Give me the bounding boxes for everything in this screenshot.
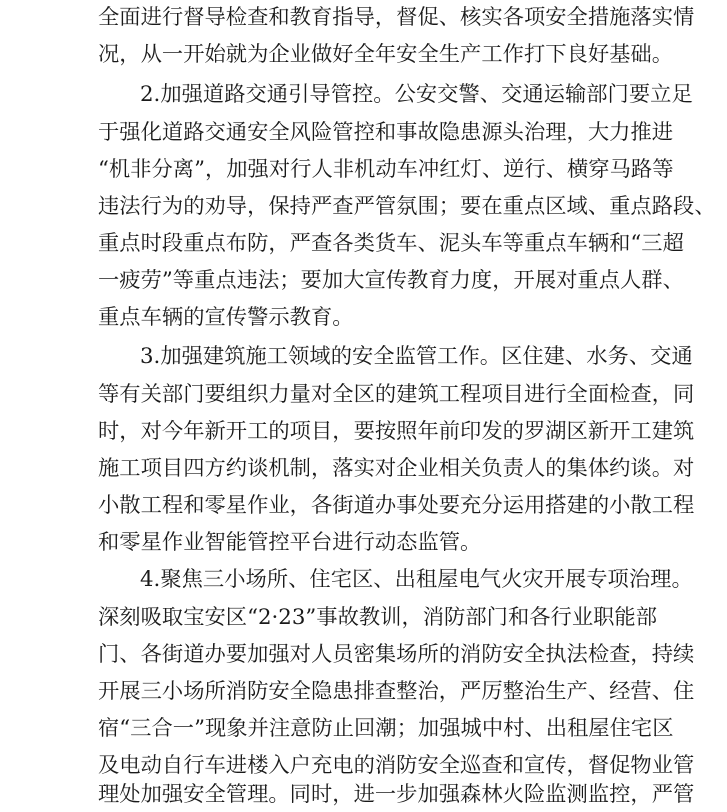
text-line: 况，从一开始就为企业做好全年安全生产工作打下良好基础。	[98, 42, 674, 67]
text-line: 深刻吸取宝安区“2·23”事故教训，消防部门和各行业职能部	[98, 605, 658, 630]
text-line: 及电动自行车进楼入户充电的消防安全巡查和宣传，督促物业管	[98, 753, 695, 778]
text-line: 宿“三合一”现象并注意防止回潮；加强城中村、出租屋住宅区	[98, 716, 674, 741]
text-line: 时，对今年新开工的项目，要按照年前印发的罗湖区新开工建筑	[98, 419, 695, 444]
text-line: 一疲劳”等重点违法；要加大宣传教育力度，开展对重点人群、	[98, 268, 684, 293]
paragraph-heading: 2.加强道路交通引导管控。公安交警、交通运输部门要立足	[140, 82, 693, 107]
text-line: 全面进行督导检查和教育指导，督促、核实各项安全措施落实情	[98, 5, 695, 30]
text-line: 于强化道路交通安全风险管控和事故隐患源头治理，大力推进	[98, 120, 674, 145]
text-line: “机非分离”，加强对行人非机动车冲红灯、逆行、横穿马路等	[98, 157, 674, 182]
text-line: 理处加强安全管理。同时，进一步加强森林火险监测监控，严管	[98, 782, 695, 807]
text-line: 小散工程和零星作业，各街道办事处要充分运用搭建的小散工程	[98, 493, 695, 518]
text-line: 违法行为的劝导，保持严查严管氛围；要在重点区域、重点路段、	[98, 194, 716, 219]
text-line: 等有关部门要组织力量对全区的建筑工程项目进行全面检查，同	[98, 382, 695, 407]
text-line: 开展三小场所消防安全隐患排查整治，严厉整治生产、经营、住	[98, 679, 695, 704]
paragraph-heading: 3.加强建筑施工领域的安全监管工作。区住建、水务、交通	[140, 344, 693, 369]
text-line: 重点时段重点布防，严查各类货车、泥头车等重点车辆和“三超	[98, 231, 684, 256]
paragraph-heading: 4.聚焦三小场所、住宅区、出租屋电气火灾开展专项治理。	[140, 567, 693, 592]
text-line: 和零星作业智能管控平台进行动态监管。	[98, 530, 482, 555]
text-line: 施工项目四方约谈机制，落实对企业相关负责人的集体约谈。对	[98, 456, 695, 481]
text-line: 门、各街道办要加强对人员密集场所的消防安全执法检查，持续	[98, 642, 695, 667]
text-line: 重点车辆的宣传警示教育。	[98, 305, 354, 330]
